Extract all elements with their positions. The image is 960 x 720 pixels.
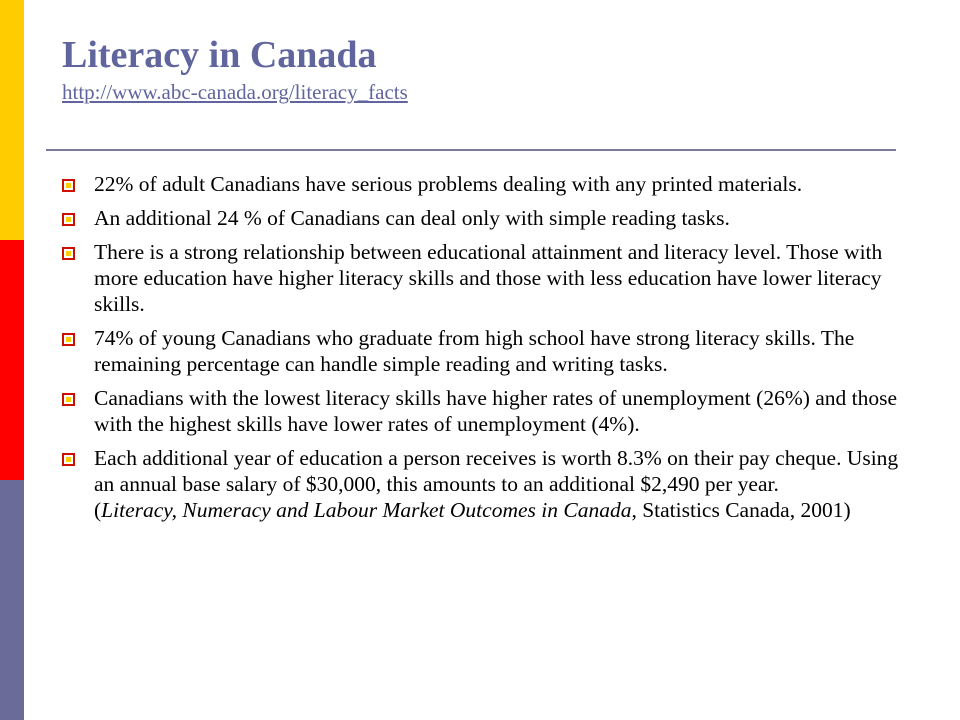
title-divider [46,149,896,151]
source-link[interactable]: http://www.abc-canada.org/literacy_facts [62,80,408,104]
square-bullet-icon [62,247,75,260]
list-item [62,325,902,377]
bullet-text: Each additional year of education a person receives is worth 8.3% on their pay cheque. Using an annual base salary of $30,000, this amounts to an additional $2,490 per year. [94,446,899,496]
side-bar-yellow [0,0,24,240]
square-bullet-icon [62,213,75,226]
list-item [62,385,902,437]
bullet-text: An additional 24 % of Canadians can deal only with simple reading tasks. [94,206,730,230]
citation-open: ( [94,498,102,522]
side-bar-red [0,240,24,480]
bullet-text: Canadians with the lowest literacy skills have higher rates of unemployment (26%) and those with the highest skills have lower rates of unemployment (4%). [94,386,898,436]
square-bullet-icon [62,453,75,466]
slide-title: Literacy in Canada [62,34,377,76]
list-item [62,171,902,197]
citation-rest: , Statistics Canada, 2001) [631,498,851,522]
side-bar-purple [0,480,24,720]
square-bullet-icon [62,393,75,406]
square-bullet-icon [62,179,75,192]
bullet-text: 74% of young Canadians who graduate from high school have strong literacy skills. The remaining percentage can handle simple reading and writing tasks. [94,326,855,376]
square-bullet-icon [62,333,75,346]
bullet-text: 22% of adult Canadians have serious problems dealing with any printed materials. [94,172,803,196]
title-block [62,33,408,105]
bullet-text: There is a strong relationship between educational attainment and literacy level. Those with more education have higher literacy skills and those with less education have lower literacy skills. [94,240,883,316]
list-item [62,239,902,317]
list-item [62,445,902,523]
list-item [62,205,902,231]
citation [94,497,902,523]
bullet-list [62,171,902,531]
citation-title: Literacy, Numeracy and Labour Market Outcomes in Canada [101,498,632,522]
